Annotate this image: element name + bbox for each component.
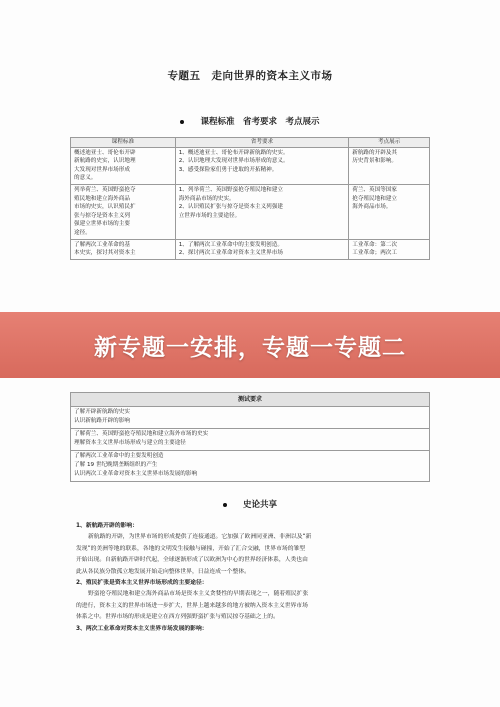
bullet-icon (180, 120, 184, 124)
cell-line: 新航路的史实，认识地理 (74, 158, 136, 165)
cell-line: 了解两次工业革命中的主要发明创造 (74, 452, 164, 459)
cell-line: 途径。 (74, 229, 91, 236)
cell-line: 本史实，探讨其对资本主 (74, 250, 136, 257)
cell-line: 3、感受探险家们勇于进取的开拓精神。 (178, 166, 278, 173)
table-row (71, 450, 430, 481)
table-cell (175, 147, 349, 184)
table-cell (349, 184, 430, 239)
section-heading-standards (0, 115, 500, 127)
essay-line: 发现”的美洲等地的联系，各地的文明发生接触与碰撞，开始了汇合交融，世界市场的雏型 (76, 545, 306, 552)
bullet-icon (223, 503, 227, 507)
standards-table (70, 137, 430, 260)
section-heading-text: 史论共享 (242, 500, 277, 510)
table-header-row (71, 393, 430, 407)
cell-line: 海外商品市场的史实。 (178, 195, 235, 202)
cell-line: 1、列举荷兰、英国野蛮抢夺殖民地和建立 (178, 186, 283, 193)
table-header-cell: 省考要求 (175, 138, 349, 148)
table-cell (71, 450, 430, 481)
cell-line: 荷兰、英国等国家 (352, 186, 397, 193)
table-row (71, 428, 430, 450)
table-header-cell: 考点展示 (349, 138, 430, 148)
cell-line: 立世界市场的主要途径。 (178, 212, 241, 219)
table-cell (349, 147, 430, 184)
cell-line: 工业革命；两次工 (352, 250, 397, 257)
essay-line: 此从各民族分散孤立地发展开始走向整体世界，日益连成一个整体。 (76, 568, 250, 575)
table-cell (71, 407, 430, 429)
table-header-row (71, 138, 430, 148)
table-cell (175, 239, 349, 259)
section-heading-history (0, 498, 500, 510)
cell-line: 的意义。 (74, 175, 97, 182)
essay-line: 野蛮抢夺殖民地和建立海外商品市场是资本主义贪婪性的早期表现之一，随着殖民扩张 (88, 591, 309, 598)
cell-line: 工业革命：第二次 (352, 241, 397, 248)
cell-line: 历史背景和影响。 (352, 158, 397, 165)
cell-line: 列举荷兰、英国野蛮抢夺 (74, 186, 136, 193)
title-banner (0, 312, 500, 378)
table-cell (175, 184, 349, 239)
essay-heading: 1、新航路开辟的影响： (76, 523, 139, 529)
cell-line: 2、探讨两次工业革命对资本主义世界市场 (178, 250, 283, 257)
essay-line: 开始出现。自新航路开辟时代起，全球逐渐形成了以欧洲为中心的世界经济体系，人类也由 (76, 557, 308, 564)
cell-line: 新航路的开辟及其 (352, 149, 397, 156)
table-header-cell: 课程标准 (71, 138, 176, 148)
table-cell (71, 184, 176, 239)
section-heading-text: 课程标准 省考要求 考点展示 (200, 117, 320, 127)
cell-line: 强建立世界市场的主要 (74, 221, 130, 228)
cell-line: 了解两次工业革命的基 (74, 241, 130, 248)
essay-heading: 3、两次工业革命对资本主义世界市场发展的影响： (76, 625, 208, 632)
essay-line: 新航路的开辟，为世界市场的形成提供了连接通道。它加强了欧洲同亚洲、非洲以及“新 (88, 534, 312, 541)
cell-line: 张与掠夺是资本主义列 (74, 212, 130, 219)
essay-line: 体系之中。世界市场的形成是建立在西方列强野蛮扩张与殖民掠夺基础之上的。 (76, 614, 279, 621)
table-row (71, 239, 430, 259)
essay-body (76, 521, 424, 635)
cell-line: 市场的史实，认识殖民扩 (74, 204, 136, 211)
cell-line: 认识两次工业革命对资本主义世界市场发展的影响 (74, 471, 198, 478)
essay-line: 的进行，资本主义的世界市场进一步扩大，世界上越来越多的地方被纳入资本主义世界市场 (76, 602, 308, 609)
table-cell (71, 147, 176, 184)
test-requirements-table (70, 392, 430, 482)
cell-line: 抢夺殖民地和建立 (352, 195, 397, 202)
cell-line: 了解 19 世纪晚期垄断组织的产生 (74, 462, 158, 469)
cell-line: 了解开辟新航路的史实 (74, 409, 130, 415)
cell-line: 2、认识地理大发现对世界市场形成的意义。 (178, 158, 289, 165)
essay-heading: 2、殖民扩张是资本主义世界市场形成的主要途径： (76, 580, 208, 587)
table-header-cell: 测试要求 (71, 393, 430, 407)
cell-line: 概述迪亚士、哥伦布开辟 (74, 149, 136, 156)
cell-line: 海外商品市场。 (352, 204, 392, 211)
page-title: 专题五 走向世界的资本主义市场 (167, 70, 333, 82)
cell-line: 大发现对世界市场形成 (74, 166, 130, 173)
table-cell (349, 239, 430, 259)
banner-text: 新专题一安排，专题一专题二 (94, 334, 406, 361)
cell-line: 1、了解两次工业革命中的主要发明创造。 (178, 241, 283, 248)
table-cell (71, 239, 176, 259)
table-cell (71, 428, 430, 450)
cell-line: 殖民地和建立海外商品 (74, 195, 130, 202)
cell-line: 2、认识殖民扩张与掠夺是资本主义列强建 (178, 204, 283, 211)
table-row (71, 184, 430, 239)
table-row (71, 407, 430, 429)
cell-line: 了解荷兰、英国野蛮抢夺殖民地和建立海外市场的史实 (74, 430, 209, 437)
table-row (71, 147, 430, 184)
cell-line: 理解资本主义世界市场形成与建立的主要途径 (74, 440, 186, 447)
cell-line: 1、概述迪亚士、哥伦布开辟新航路的史实。 (178, 149, 289, 156)
cell-line: 认识新航路开辟的影响 (74, 418, 130, 425)
